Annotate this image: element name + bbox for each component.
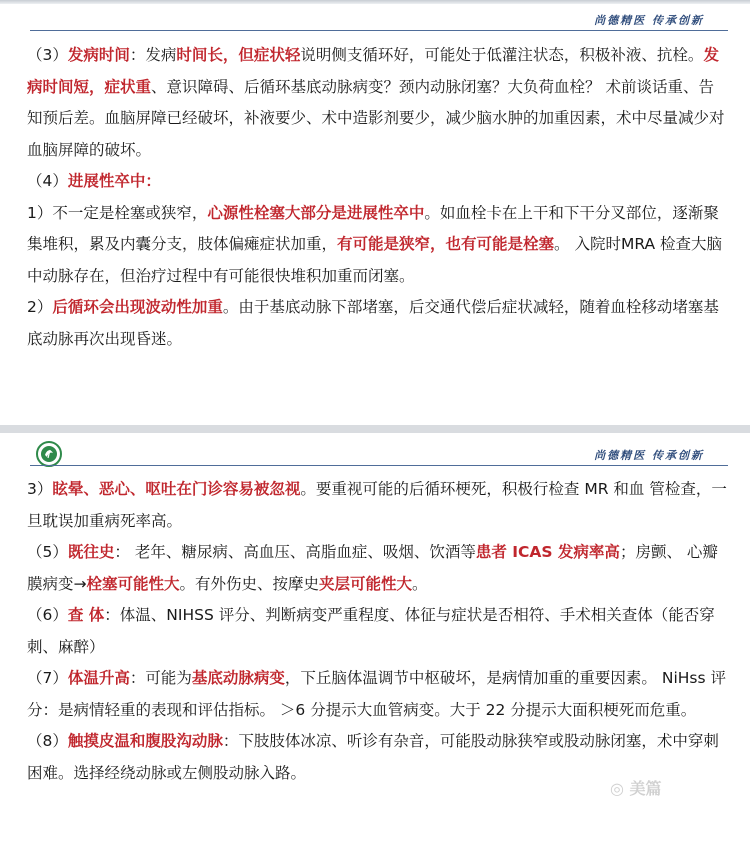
body-text: 、意识障碍、后循环基底动脉病变？颈内动脉闭塞？大负荷血栓？ 术前谈话重、告知预后差。血脑屏障已经破坏，补液要少、术中造影剂要少，减少脑水肿的加重因素，术中尽量减少对血脑屏障的破坏。 xyxy=(27,77,725,159)
highlight-text: 栓塞可能性大 xyxy=(86,574,180,593)
body-text: ：体温、NIHSS 评分、判断病变严重程度、体征与症状是否相符、手术相关查体（能否穿刺、麻醉） xyxy=(27,606,715,656)
highlight-text: 发病时间 xyxy=(67,46,130,64)
body-text: ，下丘脑体温调节中枢破坏，是病情加重的重要因素。 NiHss 评分：是病情轻重的表现和评估指标。 ＞6 分提示大血管病变。大于 22 分提示大面积梗死而危重。 xyxy=(27,669,726,719)
header-rule-bottom xyxy=(30,465,728,466)
hospital-logo-icon xyxy=(36,441,62,467)
slogan-bottom: 尚德精医 传承创新 xyxy=(594,449,704,462)
highlight-text: 时间长，但症状轻 xyxy=(176,46,301,64)
bottom-content xyxy=(27,474,728,789)
highlight-text: 夹层可能性大 xyxy=(319,574,413,593)
slide-divider xyxy=(0,425,750,433)
highlight-text: 眩晕、恶心、呕吐在门诊容易被忽视 xyxy=(52,480,301,498)
body-text: 。 xyxy=(412,574,428,593)
body-text: 。 入院时MRA 检查大脑中动脉存在，但治疗过程中有可能很快堆积加重而闭塞。 xyxy=(27,235,723,285)
body-text: 。由于基底动脉下部堵塞，后交通代偿后症状减轻，随着血栓移动堵塞基底动脉再次出现昏迷。 xyxy=(27,298,719,348)
paragraph xyxy=(27,600,728,663)
body-text: ；房颤、 心瓣膜病变→ xyxy=(27,543,718,593)
body-text: ： 老年、糖尿病、高血压、高脂血症、吸烟、饮酒等 xyxy=(114,543,476,561)
paragraph xyxy=(27,166,728,198)
body-text: （6） xyxy=(27,606,68,624)
paragraph xyxy=(27,40,728,166)
body-text: （3） xyxy=(27,46,68,64)
body-text: 。要重视可能的后循环梗死，积极行检查 MR 和血 管检查，一旦耽误加重病死率高。 xyxy=(27,480,727,530)
highlight-text: 后循环会出现波动性加重 xyxy=(52,298,223,316)
highlight-text: 发病时间短，症状重 xyxy=(27,46,719,96)
slogan-top: 尚德精医 传承创新 xyxy=(594,14,704,27)
body-text: （8） xyxy=(27,732,68,750)
slide-top xyxy=(0,0,750,425)
body-text: ：下肢肢体冰凉、听诊有杂音，可能股动脉狭窄或股动脉闭塞，术中穿刺困难。选择经绕动脉或左侧股动脉入路。 xyxy=(27,732,719,782)
highlight-text: 患者 ICAS 发病率高 xyxy=(475,543,620,561)
body-text: （4） xyxy=(27,172,68,190)
highlight-text: 心源性栓塞大部分是进展性卒中 xyxy=(207,203,425,222)
body-text: 2） xyxy=(27,298,53,316)
top-content xyxy=(27,40,728,355)
body-text: 1）不一定是栓塞或狭窄， xyxy=(27,203,208,222)
body-text: 。如血栓卡在上干和下干分叉部位，逐渐聚集堆积，累及内囊分支，肢体偏瘫症状加重， xyxy=(27,203,719,253)
body-text: 3） xyxy=(27,480,53,498)
watermark-logo: ◎ 美篇 xyxy=(610,779,662,798)
paragraph xyxy=(27,474,728,537)
paragraph xyxy=(27,663,728,726)
body-text: ：发病 xyxy=(129,46,177,64)
paragraph xyxy=(27,198,728,293)
highlight-text: 查 体 xyxy=(67,606,105,624)
highlight-text: 基底动脉病变 xyxy=(191,669,285,687)
header-rule-top xyxy=(30,30,728,31)
body-text: 说明侧支循环好，可能处于低灌注状态，积极补液、抗栓。 xyxy=(300,46,704,64)
highlight-text: 既往史 xyxy=(67,543,115,561)
body-text: 。有外伤史、按摩史 xyxy=(179,574,320,593)
body-text: （7） xyxy=(27,669,68,687)
body-text: （5） xyxy=(27,543,68,561)
paragraph xyxy=(27,537,728,600)
highlight-text: 触摸皮温和腹股沟动脉 xyxy=(67,732,223,750)
highlight-text: 进展性卒中： xyxy=(67,172,161,190)
highlight-text: 有可能是狭窄，也有可能是栓塞 xyxy=(337,235,555,253)
top-edge xyxy=(0,0,750,4)
body-text: ：可能为 xyxy=(129,669,192,687)
highlight-text: 体温升高 xyxy=(67,669,130,687)
paragraph xyxy=(27,292,728,355)
